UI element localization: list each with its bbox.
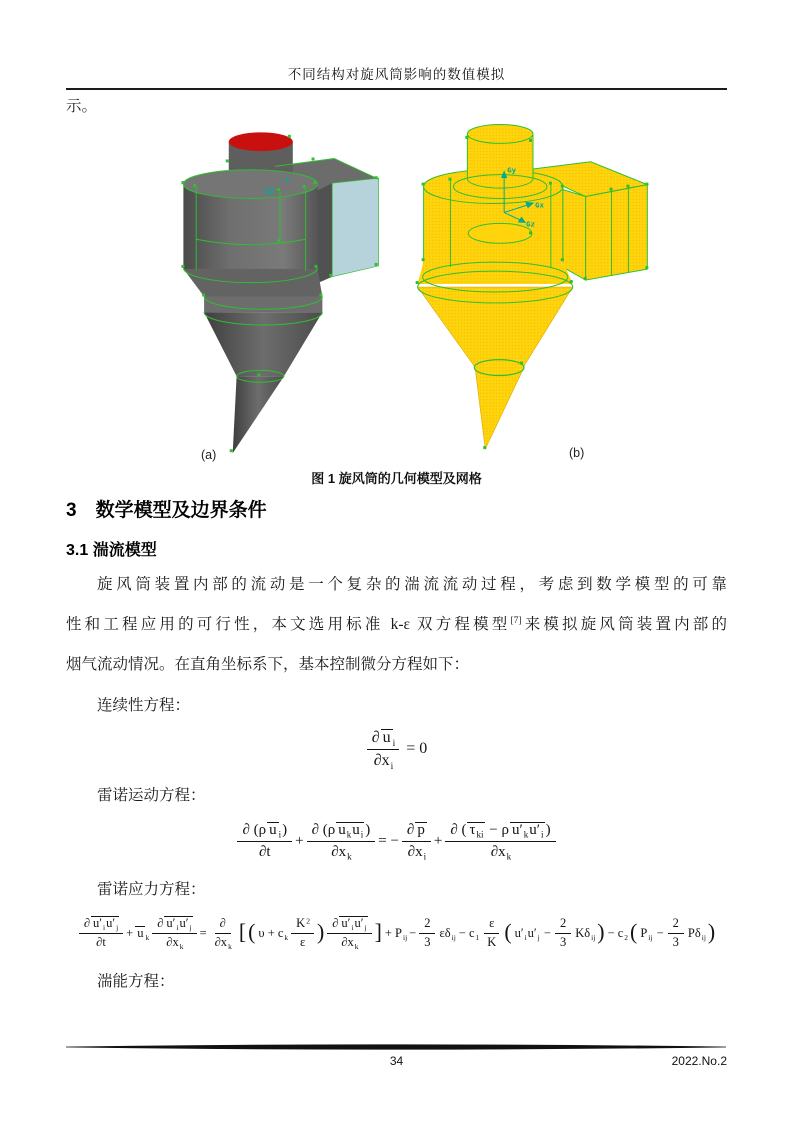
barrel-top <box>183 170 317 199</box>
cone-lower <box>233 376 284 453</box>
equation-label-continuity: 连续性方程： <box>97 697 191 714</box>
figure-label-b: (b) <box>569 446 585 460</box>
citation-ref: [7] <box>510 615 522 626</box>
axis-label-gz2: Gz <box>526 219 535 229</box>
running-head-title: 不同结构对旋风筒影响的数值模拟 <box>287 67 506 82</box>
equation-label-turbulent-energy: 湍能方程： <box>97 973 175 990</box>
paragraph-line: 旋风筒装置内部的流动是一个复杂的湍流流动过程，考虑到数学模型的可靠 <box>97 576 727 593</box>
cyclone-mesh-model <box>405 118 655 466</box>
page-footer <box>66 1044 727 1070</box>
paragraph-line: 烟气流动情况。在直角坐标系下，基本控制微分方程如下： <box>66 656 470 673</box>
figure-caption: 图 1 旋风筒的几何模型及网格 <box>311 471 482 486</box>
axis-label-gy: Gy <box>507 165 517 175</box>
subsection-heading: 3.1 湍流模型 <box>66 542 157 559</box>
mesh-cone-lower <box>475 370 523 450</box>
paragraph-continuation: 示。 <box>66 98 98 115</box>
inlet-duct-face <box>332 178 378 277</box>
section-heading: 3 数学模型及边界条件 <box>66 500 267 521</box>
figure-1 <box>66 118 727 466</box>
footer-rule <box>66 1044 727 1051</box>
cyclone-geometry-model <box>165 121 395 466</box>
paragraph-line: 性和工程应用的可行性，本文选用标准 k-ε 双方程模型[7]来模拟旋风筒装置内部的 <box>66 615 727 633</box>
axis-label-gz: GZ <box>264 185 275 196</box>
figure-label-a: (a) <box>201 448 217 462</box>
equation-label-reynolds-motion: 雷诺运动方程： <box>97 787 206 804</box>
equation-continuity: $\frac{\text{∂ u i}}{\partial xi}$ = 0 <box>66 721 727 777</box>
header-rule <box>66 88 727 90</box>
equation-label-reynolds-stress: 雷诺应力方程： <box>97 881 206 898</box>
outlet-top-red <box>229 132 293 151</box>
inlet-duct-side <box>316 183 332 284</box>
equation-reynolds-stress: $\frac{\partial u'iu'j}{\partial t}$ + u k $\frac{\partial u'iu'j}{\partial xk}$ = $\frac{\partial}{\partial xk}$ [ ( υ + ck $\frac{K2}{\varepsilon}$ ) $\frac{\partial u'iu'j}{\partial xk}$ ] + Pij − $\frac{2}{3}$ εδij − c1 $\frac{\varepsilon}{K}$ ( u′iu′j − $\frac{2}{3}$ Kδij ) − c2 ( Pij − $\frac{2}{3}$ Pδij ) <box>66 903 727 963</box>
equation-reynolds-motion: $\frac{\text{∂ (ρ u i)}}{\partial t}$ + $\frac{\text{∂ (ρ ukui )}}{\partial xk}$ = − $\frac{\partial p}{\partial xi}$ + $\frac{\text{∂ ( τki − ρ u′ku′i )}}{\partial xk}$ <box>66 811 727 871</box>
mesh-cone-upper <box>418 287 573 368</box>
axis-label-gx: Gx <box>534 200 544 210</box>
body-paragraph <box>66 565 727 685</box>
mesh-duct-face <box>586 185 648 280</box>
page-number: 34 <box>389 1054 404 1068</box>
journal-issue: 2022.No.2 <box>671 1054 727 1068</box>
axis-label-x: x <box>284 175 290 185</box>
